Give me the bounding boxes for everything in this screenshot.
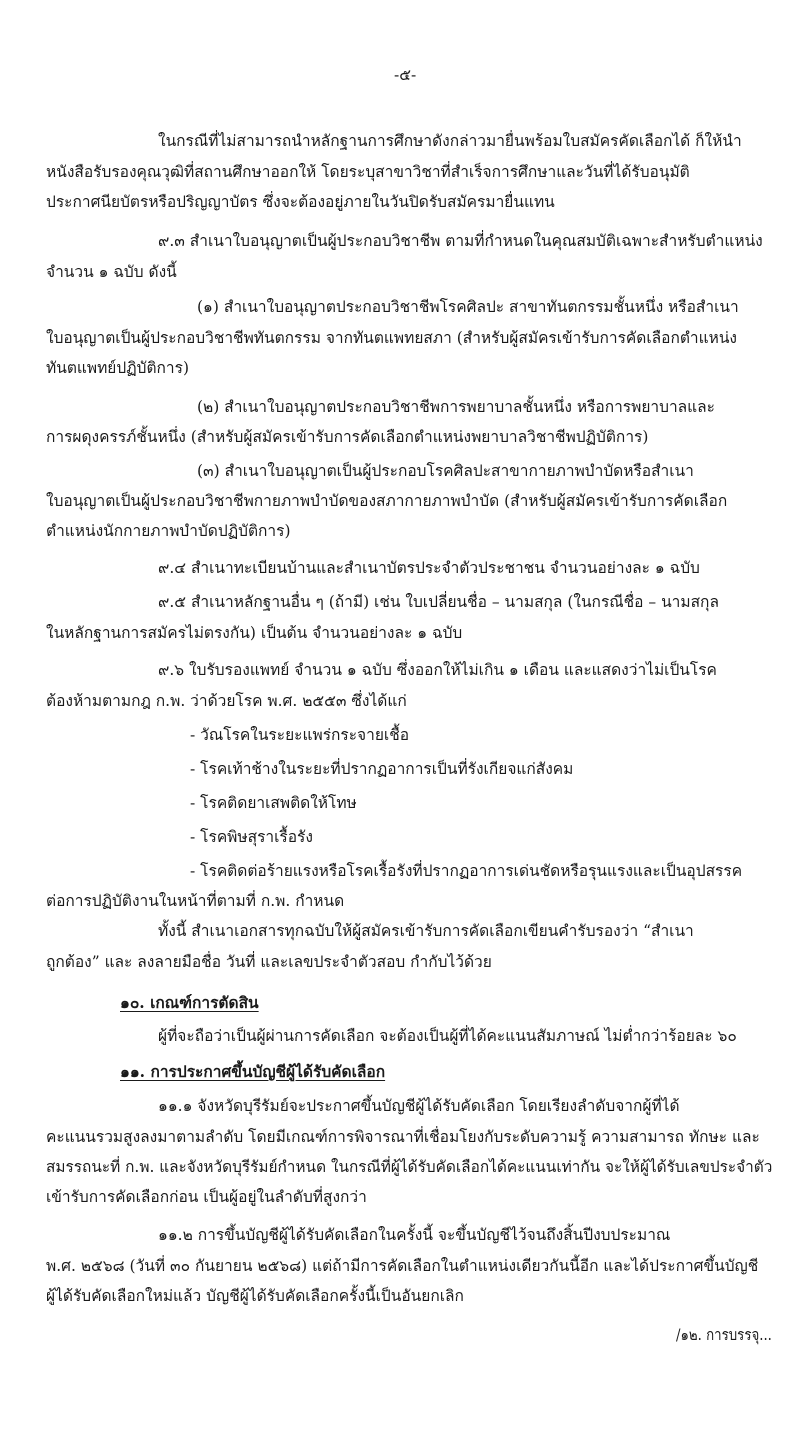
- item-11-1-line: สมรรถนะที่ ก.พ. และจังหวัดบุรีรัมย์กำหนด ในกรณีที่ผู้ได้รับคัดเลือกได้คะแนนเท่ากัน จะให้ผู้ได้รับเลขประจำตัว: [46, 1158, 773, 1176]
- item-9-3-1-line: ทันตแพทย์ปฏิบัติการ): [46, 359, 189, 377]
- item-9-3-2-line: (๒) สำเนาใบอนุญาตประกอบวิชาชีพการพยาบาลชั้นหนึ่ง หรือการพยาบาลและ: [197, 398, 715, 416]
- section-10-text: ผู้ที่จะถือว่าเป็นผู้ผ่านการคัดเลือก จะต้องเป็นผู้ที่ได้คะแนนสัมภาษณ์ ไม่ต่ำกว่าร้อยละ ๖๐: [158, 1027, 737, 1045]
- item-9-3-line: จำนวน ๑ ฉบับ ดังนี้: [46, 263, 177, 281]
- certify-note-line: ทั้งนี้ สำเนาเอกสารทุกฉบับให้ผู้สมัครเข้ารับการคัดเลือกเขียนคำรับรองว่า “สำเนา: [158, 922, 694, 940]
- item-11-2-line: พ.ศ. ๒๕๖๘ (วันที่ ๓๐ กันยายน ๒๕๖๘) แต่ถ้ามีการคัดเลือกในตำแหน่งเดียวกันนี้อีก และได้ประกาศขึ้นบัญชี: [46, 1257, 759, 1275]
- paragraph-line: หนังสือรับรองคุณวุฒิที่สถานศึกษาออกให้ โดยระบุสาขาวิชาที่สำเร็จการศึกษาและวันที่ได้รับอนุมัติ: [46, 163, 690, 181]
- item-9-3-3-line: ใบอนุญาตเป็นผู้ประกอบวิชาชีพกายภาพบำบัดของสภากายภาพบำบัด (สำหรับผู้สมัครเข้ารับการคัดเลือก: [46, 492, 728, 510]
- page-number: -๕-: [394, 66, 417, 84]
- item-11-2-line: ๑๑.๒ การขึ้นบัญชีผู้ได้รับคัดเลือกในครั้งนี้ จะขึ้นบัญชีไว้จนถึงสิ้นปีงบประมาณ: [158, 1226, 671, 1244]
- section-10-heading: ๑๐. เกณฑ์การตัดสิน: [120, 993, 259, 1012]
- item-9-5-line: ในหลักฐานการสมัครไม่ตรงกัน) เป็นต้น จำนวนอย่างละ ๑ ฉบับ: [46, 624, 463, 642]
- item-9-3-2-line: การผดุงครรภ์ชั้นหนึ่ง (สำหรับผู้สมัครเข้ารับการคัดเลือกตำแหน่งพยาบาลวิชาชีพปฏิบัติการ): [46, 428, 649, 446]
- item-9-6-line: ๙.๖ ใบรับรองแพทย์ จำนวน ๑ ฉบับ ซึ่งออกให้ไม่เกิน ๑ เดือน และแสดงว่าไม่เป็นโรค: [158, 661, 717, 679]
- item-11-1-line: คะแนนรวมสูงลงมาตามลำดับ โดยมีเกณฑ์การพิจารณาที่เชื่อมโยงกับระดับความรู้ ความสามารถ ทักษะ และ: [46, 1128, 760, 1146]
- item-9-3-line: ๙.๓ สำเนาใบอนุญาตเป็นผู้ประกอบวิชาชีพ ตามที่กำหนดในคุณสมบัติเฉพาะสำหรับตำแหน่ง: [158, 232, 763, 250]
- item-11-2-line: ผู้ได้รับคัดเลือกใหม่แล้ว บัญชีผู้ได้รับคัดเลือกครั้งนี้เป็นอันยกเลิก: [46, 1287, 464, 1305]
- item-11-1-line: ๑๑.๑ จังหวัดบุรีรัมย์จะประกาศขึ้นบัญชีผู้ได้รับคัดเลือก โดยเรียงลำดับจากผู้ที่ได้: [158, 1097, 680, 1115]
- item-9-5-line: ๙.๕ สำเนาหลักฐานอื่น ๆ (ถ้ามี) เช่น ใบเปลี่ยนชื่อ – นามสกุล (ในกรณีชื่อ – นามสกุล: [158, 593, 719, 611]
- item-9-3-1-line: ใบอนุญาตเป็นผู้ประกอบวิชาชีพทันตกรรม จากทันตแพทยสภา (สำหรับผู้สมัครเข้ารับการคัดเลือกตำแหน่ง: [46, 329, 737, 347]
- disease-item: - โรคพิษสุราเรื้อรัง: [190, 828, 313, 846]
- continuation-note: /๑๒. การบรรจุ...: [676, 1326, 772, 1344]
- disease-item: - วัณโรคในระยะแพร่กระจายเชื้อ: [190, 726, 410, 744]
- item-9-3-1-line: (๑) สำเนาใบอนุญาตประกอบวิชาชีพโรคศิลปะ สาขาทันตกรรมชั้นหนึ่ง หรือสำเนา: [197, 298, 739, 316]
- paragraph-line: ประกาศนียบัตรหรือปริญญาบัตร ซึ่งจะต้องอยู่ภายในวันปิดรับสมัครมายื่นแทน: [46, 193, 555, 211]
- certify-note-line: ถูกต้อง” และ ลงลายมือชื่อ วันที่ และเลขประจำตัวสอบ กำกับไว้ด้วย: [46, 953, 492, 971]
- item-9-4: ๙.๔ สำเนาทะเบียนบ้านและสำเนาบัตรประจำตัวประชาชน จำนวนอย่างละ ๑ ฉบับ: [158, 559, 700, 577]
- disease-item: - โรคติดยาเสพติดให้โทษ: [190, 794, 357, 812]
- item-9-3-3-line: (๓) สำเนาใบอนุญาตเป็นผู้ประกอบโรคศิลปะสาขากายภาพบำบัดหรือสำเนา: [197, 462, 694, 480]
- disease-item: - โรคเท้าช้างในระยะที่ปรากฏอาการเป็นที่รังเกียจแก่สังคม: [190, 760, 574, 778]
- item-11-1-line: เข้ารับการคัดเลือกก่อน เป็นผู้อยู่ในลำดับที่สูงกว่า: [46, 1188, 367, 1206]
- disease-item: - โรคติดต่อร้ายแรงหรือโรคเรื้อรังที่ปรากฏอาการเด่นชัดหรือรุนแรงและเป็นอุปสรรค: [190, 862, 743, 880]
- item-9-3-3-line: ตำแหน่งนักกายภาพบำบัดปฏิบัติการ): [46, 522, 291, 540]
- disease-item-cont: ต่อการปฏิบัติงานในหน้าที่ตามที่ ก.พ. กำหนด: [46, 892, 345, 910]
- item-9-6-line: ต้องห้ามตามกฎ ก.พ. ว่าด้วยโรค พ.ศ. ๒๕๕๓ ซึ่งได้แก่: [46, 692, 407, 710]
- section-11-heading: ๑๑. การประกาศขึ้นบัญชีผู้ได้รับคัดเลือก: [120, 1062, 386, 1081]
- paragraph-line: ในกรณีที่ไม่สามารถนำหลักฐานการศึกษาดังกล่าวมายื่นพร้อมใบสมัครคัดเลือกได้ ก็ให้นำ: [158, 132, 742, 150]
